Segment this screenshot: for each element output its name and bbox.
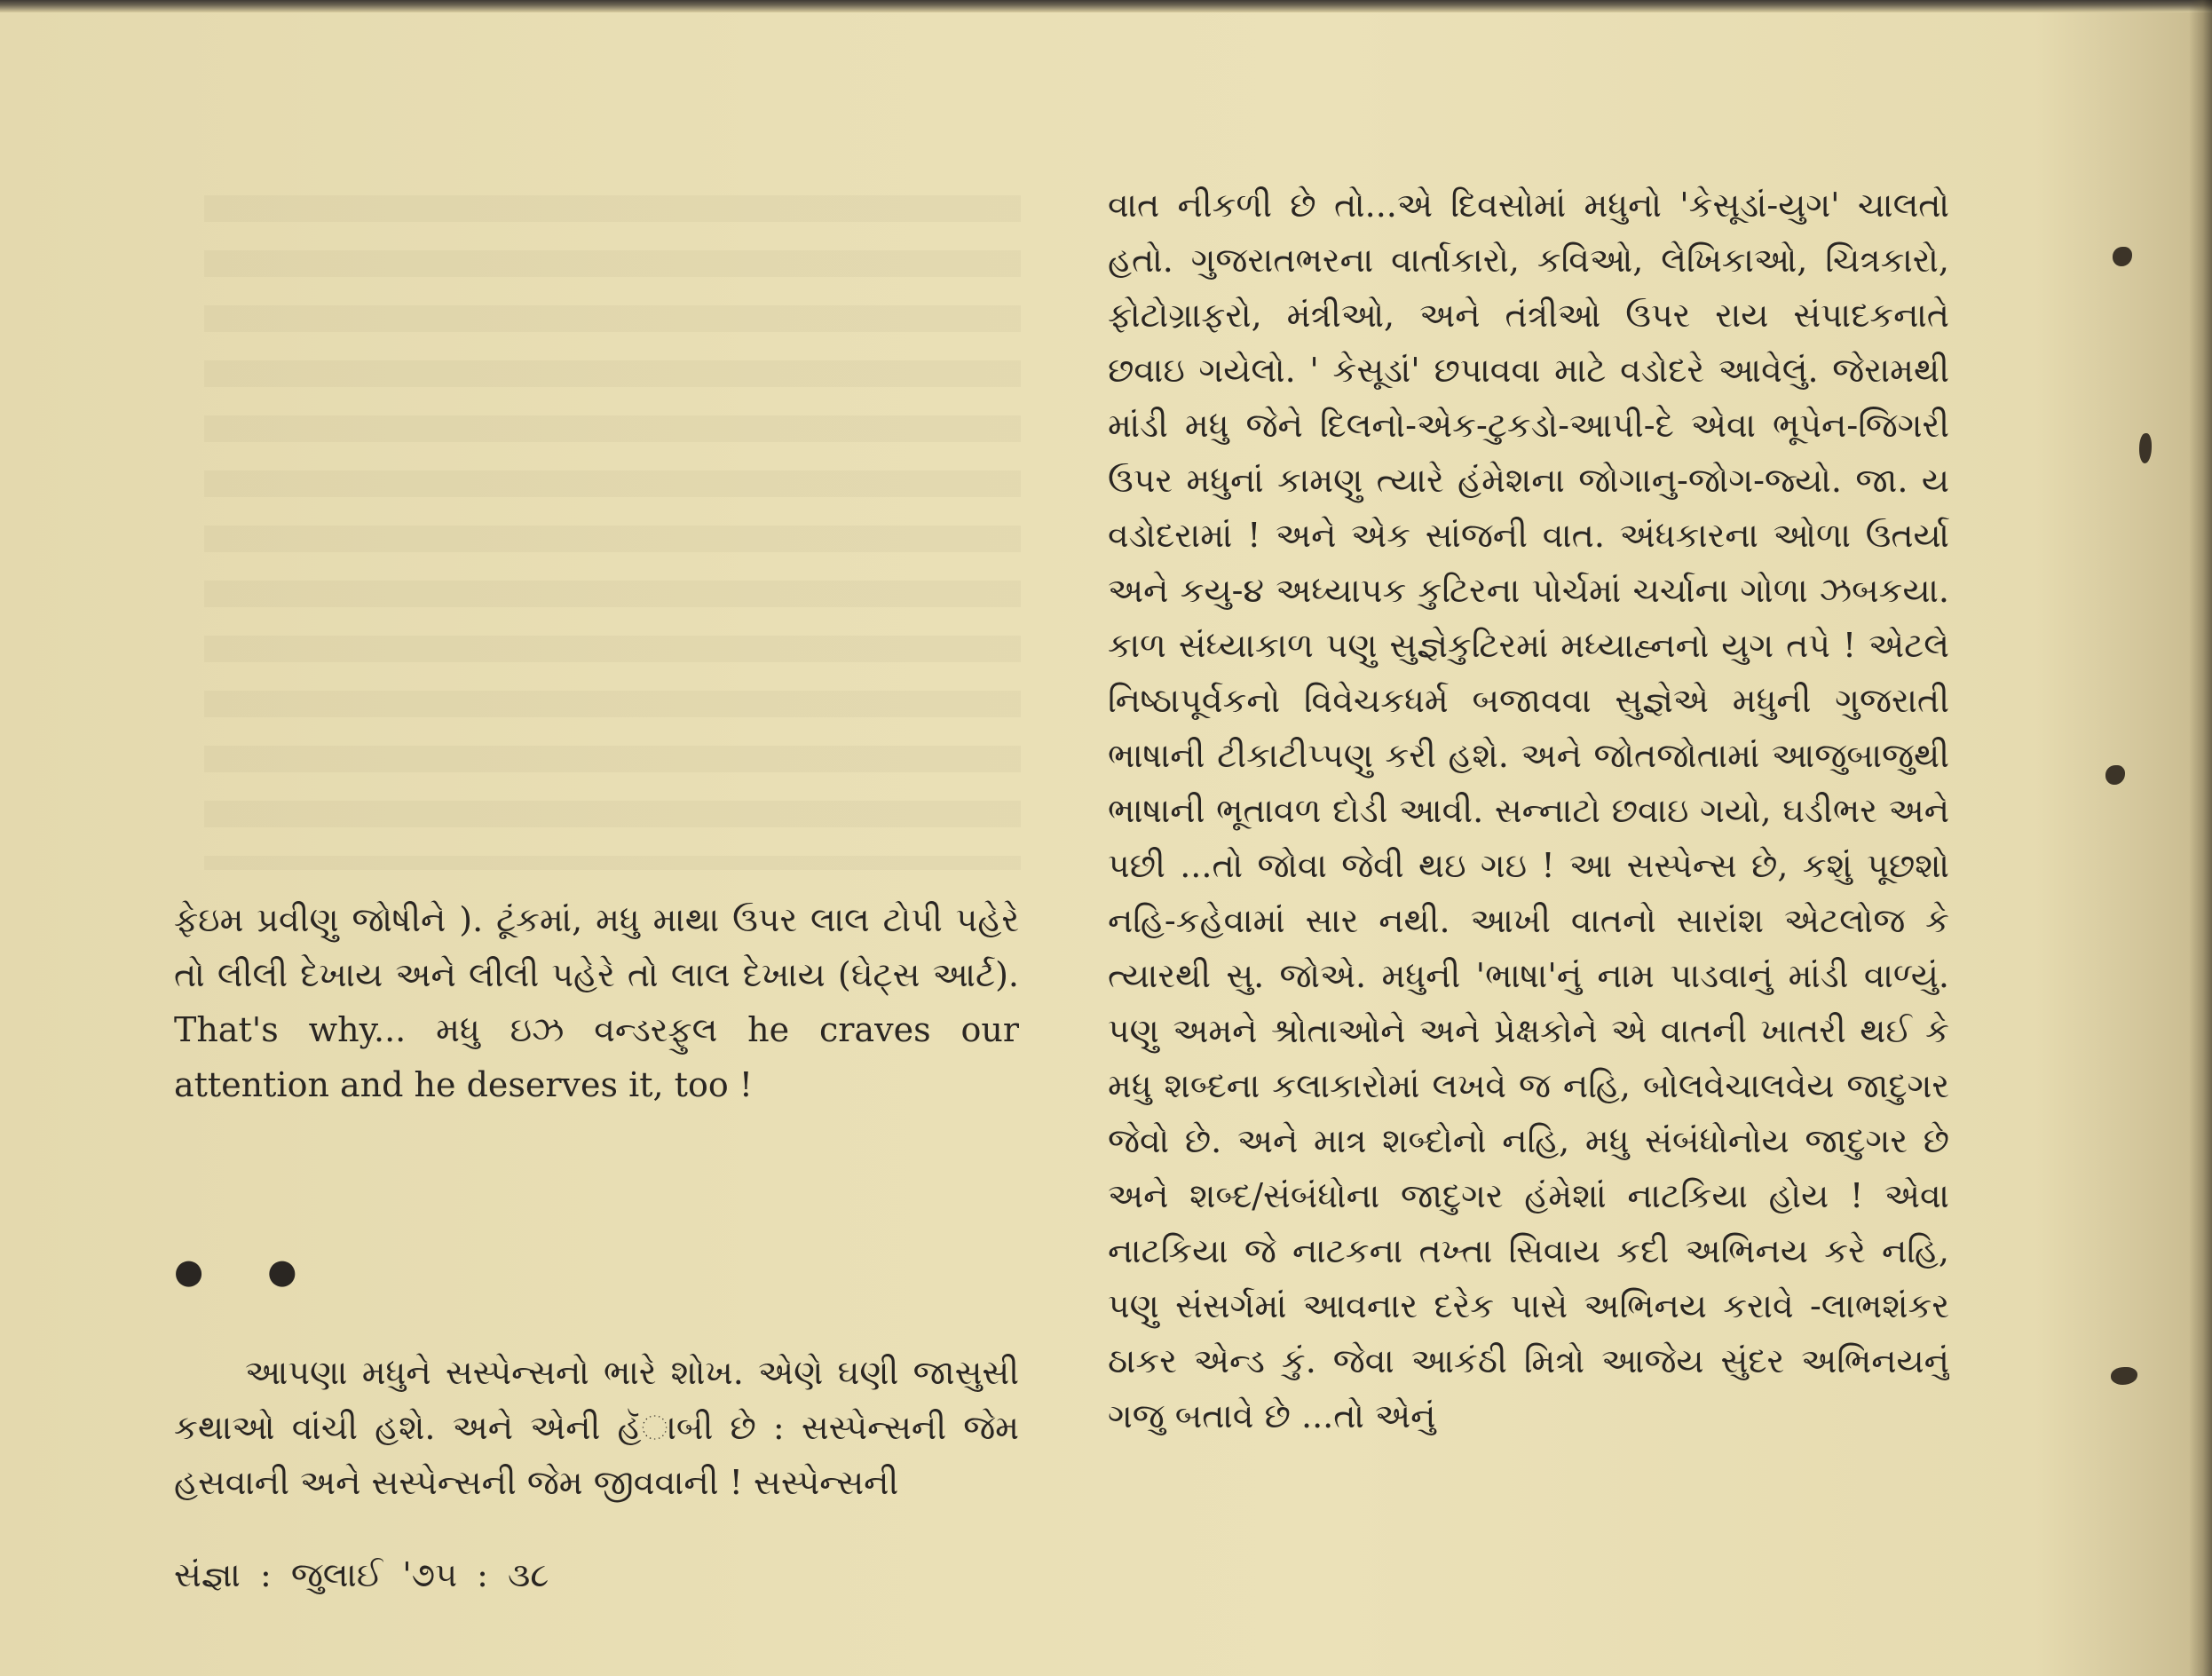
section-separator: ● ● xyxy=(174,1252,324,1291)
binding-hole xyxy=(2139,433,2152,463)
binding-hole xyxy=(2111,1367,2137,1385)
left-column-bottom xyxy=(174,1345,1019,1522)
left-column-bottom-paragraph: આપણા મધુને સસ્પેન્સનો ભારે શોખ. એણે ઘણી જાસુસી કથાઓ વાંચી હશે. અને એની હૅાબી છે : સસ્પેન્સની જેમ હસવાની અને સસ્પેન્સની જેમ જીવવાની ! સસ્પેન્સની xyxy=(174,1353,1019,1502)
left-column-top-paragraph: ફેઇમ પ્રવીણુ જોષીને ). ટૂંકમાં, મધુ માથા ઉપર લાલ ટોપી પહેરે તો લીલી દેખાય અને લીલી પહેરે તો લાલ દેખાય (ઘેટ્સ આર્ટ). That's why... મધુ ઇઝ વન્ડરફુલ he craves our attention and he deserves it, too ! xyxy=(174,900,1019,1104)
right-column-paragraph: વાત નીકળી છે તો...એ દિવસોમાં મધુનો 'કેસૂડાં-યુગ' ચાલતો હતો. ગુજરાતભરના વાર્તાકારો, કવિઓ, લેખિકાઓ, ચિત્રકારો, ફોટોગ્રાફરો, મંત્રીઓ, અને તંત્રીઓ ઉપર રાય સંપાદકનાતે છવાઇ ગયેલો. ' કેસૂડાં' છપાવવા માટે વડોદરે આવેલું. જેરામથી માંડી મધુ જેને દિલનો-એક-ટુકડો-આપી-દે એવા ભૂપેન-જિગરી ઉપર મધુનાં કામણુ ત્યારે હંમેશના જોગાનુ-જોગ-જ્યો. જા. ય વડોદરામાં ! અને એક સાંજની વાત. અંધકારના ઓળા ઉતર્યા અને કયુ-૪ અધ્યાપક કુટિરના પોર્ચમાં ચર્ચાના ગોળા ઝબકયા. કાળ સંધ્યાકાળ પણુ સુજ્ઞેકુટિરમાં મધ્યાહ્નનો યુગ તપે ! એટલે નિષ્ઠાપૂર્વકનો વિવેચકધર્મ બજાવવા સુજ્ઞેએ મધુની ગુજરાતી ભાષાની ટીકાટીપ્પણુ કરી હશે. અને જોતજોતામાં આજુબાજુથી ભાષાની ભૂતાવળ દોડી આવી. સન્નાટો છવાઇ ગયો, ઘડીભર અને પછી ...તો જોવા જેવી થઇ ગઇ ! આ સસ્પેન્સ છે, કશું પૂછશો નહિ-કહેવામાં સાર નથી. આખી વાતનો સારાંશ એટલોજ કે ત્યારથી સુ. જોએ. મધુની 'ભાષા'નું નામ પાડવાનું માંડી વાળ્યું. પણુ અમને શ્રોતાઓને અને પ્રેક્ષકોને એ વાતની ખાતરી થઈ કે મધુ શબ્દના કલાકારોમાં લખવે જ નહિ, બોલવેચાલવેય જાદુગર જેવો છે. અને માત્ર શબ્દોનો નહિ, મધુ સંબંધોનોય જાદુગર છે અને શબ્દ/સંબંધોના જાદુગર હંમેશાં નાટકિયા હોય ! એવા નાટકિયા જે નાટકના તખ્તા સિવાય કદી અભિનય કરે નહિ, પણુ સંસર્ગમાં આવનાર દરેક પાસે અભિનય કરાવે -લાભશંકર ઠાકર એન્ડ કું. જેવા આકંઠી મિત્રો આજેય સુંદર અભિનયનું ગજુ બતાવે છે ...તો એનું xyxy=(1108,186,1949,1435)
binding-hole xyxy=(2105,765,2125,785)
page-edge-shadow xyxy=(2189,0,2212,1676)
show-through-text xyxy=(204,195,1021,870)
page-footer: સંજ્ઞા : જુલાઈ '૭૫ : ૩૮ xyxy=(174,1555,549,1594)
binding-hole xyxy=(2113,247,2132,266)
right-column xyxy=(1108,178,1949,1545)
left-column-top xyxy=(174,892,1019,1176)
